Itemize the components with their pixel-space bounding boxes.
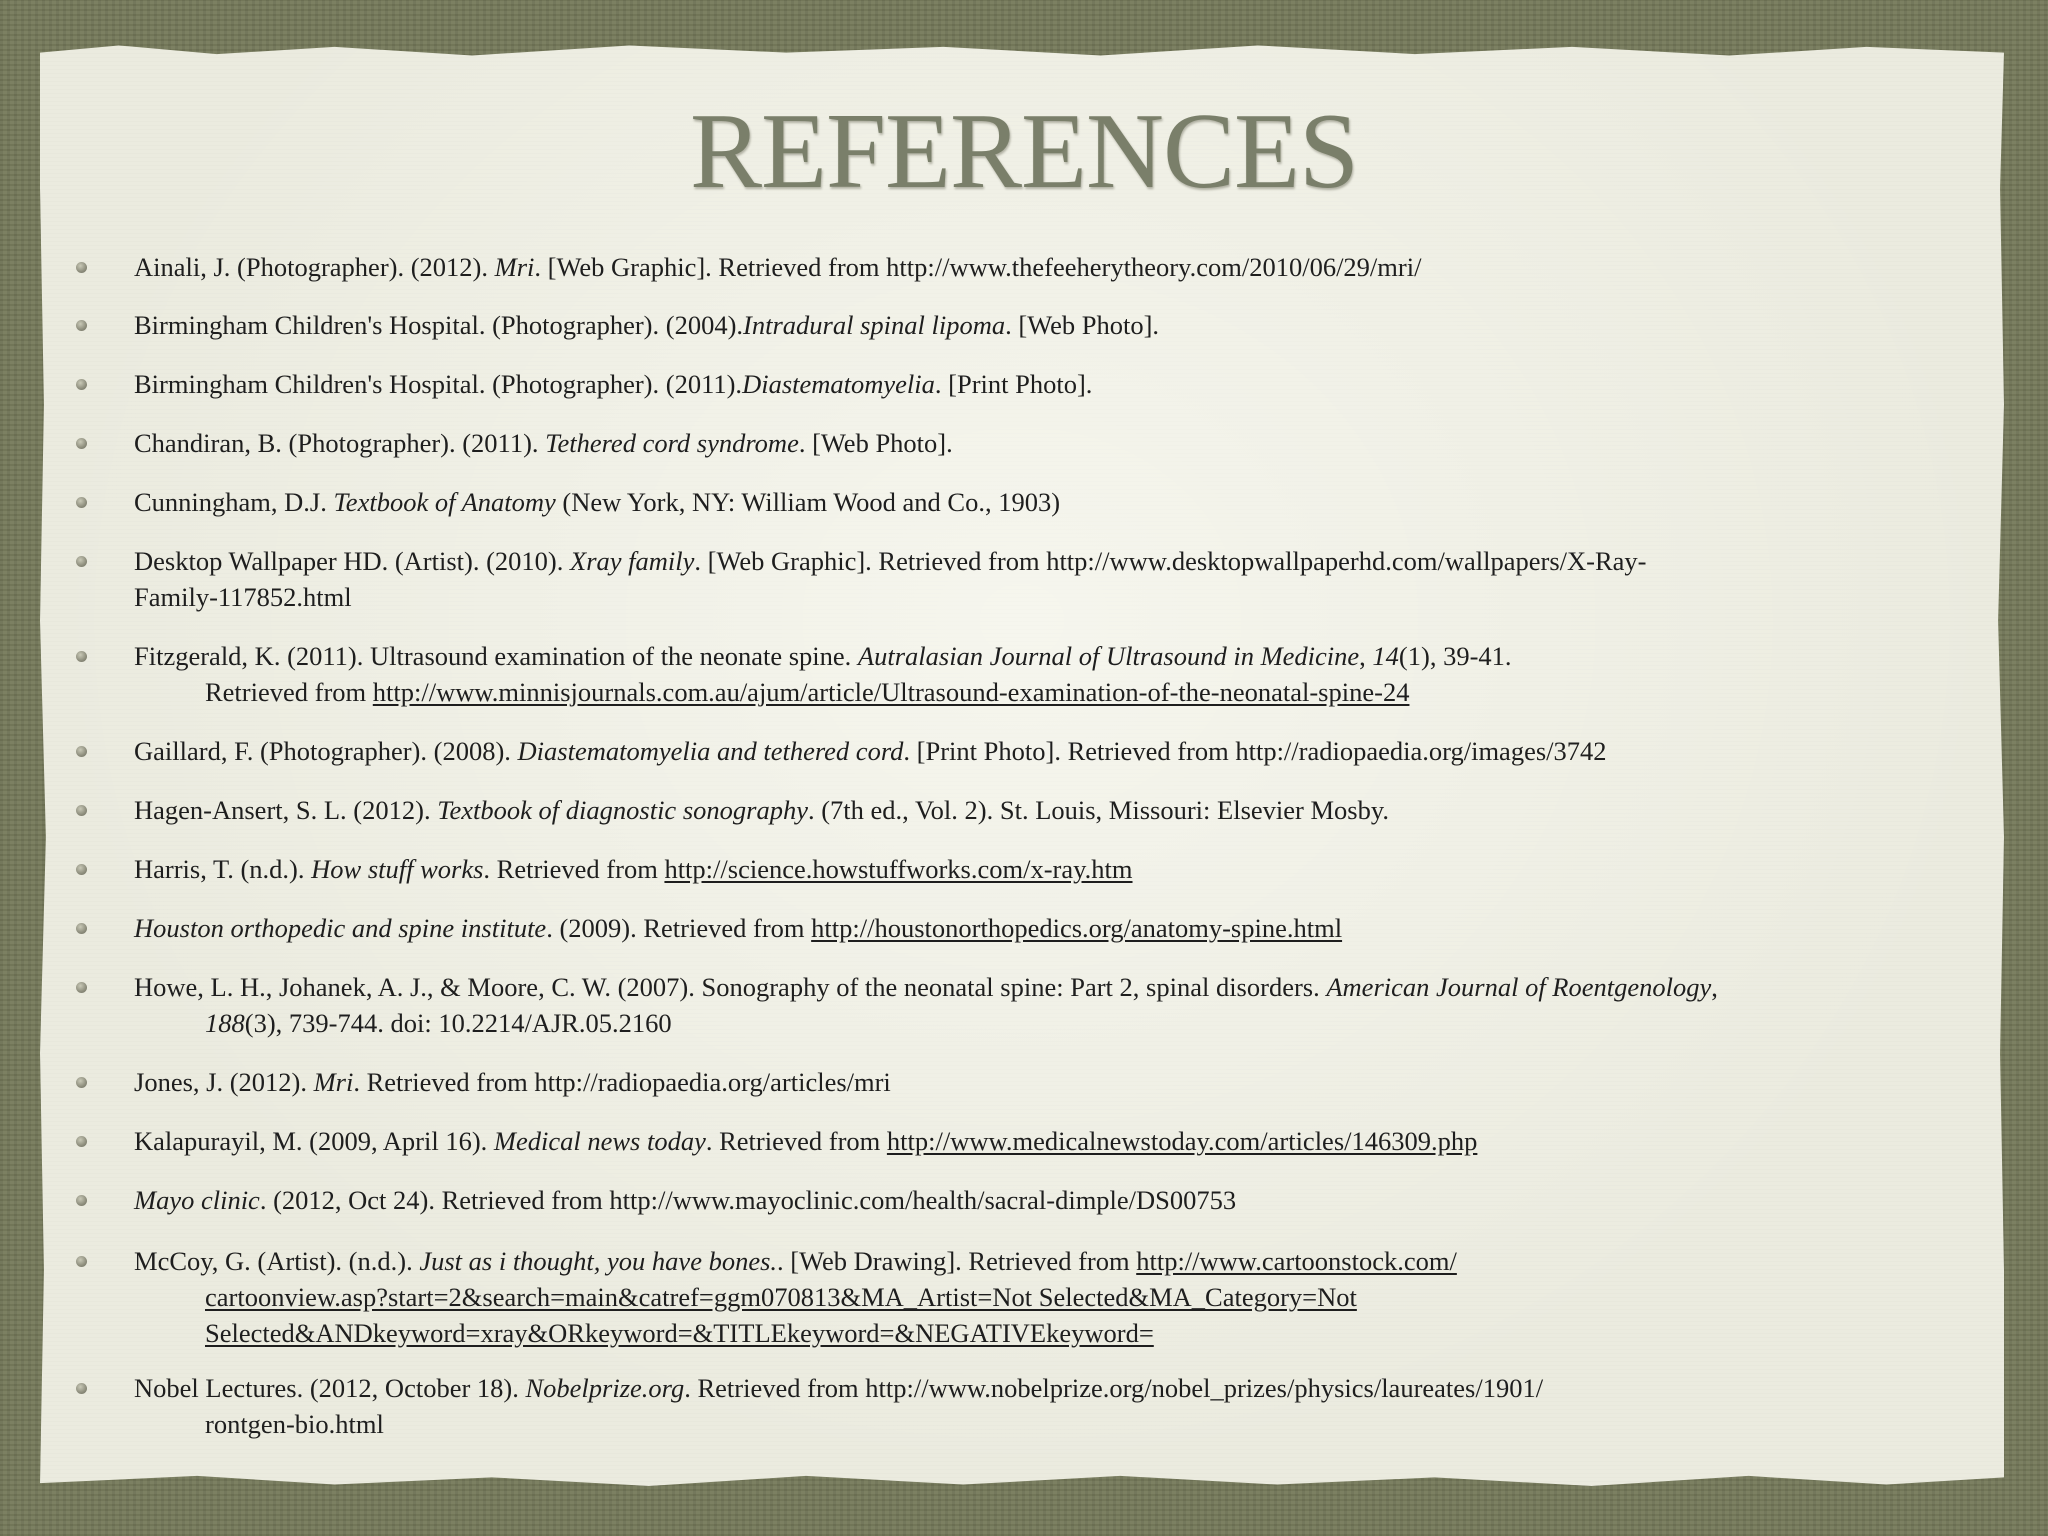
bullet-icon [76,262,87,273]
bullet-icon [76,1077,87,1088]
reference-item: Jones, J. (2012). Mri. Retrieved from http://radiopaedia.org/articles/mri [134,1067,891,1097]
reference-item: Cunningham, D.J. Textbook of Anatomy (New York, NY: William Wood and Co., 1903) [134,487,1061,517]
bullet-icon [76,923,87,934]
bullet-icon [76,320,87,331]
bullet-icon [76,1383,87,1394]
reference-item: Birmingham Children's Hospital. (Photographer). (2004).Intradural spinal lipoma. [Web Photo]. [134,310,1160,340]
reference-link[interactable]: http://houstonorthopedics.org/anatomy-spine.html [811,913,1343,943]
reference-item: Houston orthopedic and spine institute. (2009). Retrieved from http://houstonorthopedics.org/anatomy-spine.html [134,913,1343,943]
reference-item: Howe, L. H., Johanek, A. J., & Moore, C. W. (2007). Sonography of the neonatal spine: Part 2, spinal disorders. American Journal of Roentgenology, 188(3), 739-744. doi: 10.2214/AJR.05.2160 [134,972,1718,1038]
reference-item: Fitzgerald, K. (2011). Ultrasound examination of the neonate spine. Autralasian Journal of Ultrasound in Medicine, 14(1), 39-41. Retrieved from http://www.minnisjournals.com.au/ajum/article/Ultrasound-examination-of-the-neonatal-spine-24 [134,641,1512,707]
reference-item: Kalapurayil, M. (2009, April 16). Medical news today. Retrieved from http://www.medicalnewstoday.com/articles/146309.php [134,1126,1478,1156]
reference-item: Mayo clinic. (2012, Oct 24). Retrieved from http://www.mayoclinic.com/health/sacral-dimple/DS00753 [134,1185,1237,1215]
reference-item: Birmingham Children's Hospital. (Photographer). (2011).Diastematomyelia. [Print Photo]. [134,369,1093,399]
bullet-icon [76,864,87,875]
reference-link[interactable]: http://www.medicalnewstoday.com/articles/146309.php [886,1126,1478,1156]
bullet-icon [76,805,87,816]
bullet-icon [76,1195,87,1206]
reference-item: Ainali, J. (Photographer). (2012). Mri. [Web Graphic]. Retrieved from http://www.thefeeherytheory.com/2010/06/29/mri/ [134,252,1422,282]
reference-item: Hagen-Ansert, S. L. (2012). Textbook of diagnostic sonography. (7th ed., Vol. 2). St. Louis, Missouri: Elsevier Mosby. [134,795,1390,825]
reference-item: Gaillard, F. (Photographer). (2008). Diastematomyelia and tethered cord. [Print Photo]. Retrieved from http://radiopaedia.org/images/3742 [134,736,1607,766]
reference-item: McCoy, G. (Artist). (n.d.). Just as i thought, you have bones.. [Web Drawing]. Retrieved from http://www.cartoonstock.com/ cartoonview.asp?start=2&search=main&catref=ggm070813&MA_Artist=Not Selected&MA_Category=Not Selected&ANDkeyword=xray&ORkeyword=&TITLEkeyword=&NEGATIVEkeyword= [134,1246,1457,1348]
reference-link[interactable]: http://www.minnisjournals.com.au/ajum/article/Ultrasound-examination-of-the-neonatal-spine-24 [372,677,1410,707]
bullet-icon [76,438,87,449]
reference-item: Harris, T. (n.d.). How stuff works. Retrieved from http://science.howstuffworks.com/x-ray.htm [134,854,1133,884]
reference-item: Chandiran, B. (Photographer). (2011). Tethered cord syndrome. [Web Photo]. [134,428,953,458]
slide-title: REFERENCES [689,92,1359,211]
bullet-icon [76,497,87,508]
reference-link[interactable]: http://science.howstuffworks.com/x-ray.htm [664,854,1133,884]
reference-link[interactable]: http://www.cartoonstock.com/ [1136,1246,1457,1276]
bullet-icon [76,1256,87,1267]
reference-link[interactable]: cartoonview.asp?start=2&search=main&catref=ggm070813&MA_Artist=Not Selected&MA_Category=Not [205,1282,1357,1312]
bullet-icon [76,1136,87,1147]
reference-item: Desktop Wallpaper HD. (Artist). (2010). Xray family. [Web Graphic]. Retrieved from http://www.desktopwallpaperhd.com/wallpapers/X-Ray- Family-117852.html [134,546,1647,612]
bullet-icon [76,746,87,757]
bullet-icon [76,379,87,390]
bullet-icon [76,556,87,567]
reference-link[interactable]: Selected&ANDkeyword=xray&ORkeyword=&TITLEkeyword=&NEGATIVEkeyword= [205,1318,1154,1348]
bullet-icon [76,982,87,993]
reference-item: Nobel Lectures. (2012, October 18). Nobelprize.org. Retrieved from http://www.nobelprize.org/nobel_prizes/physics/laureates/1901/ rontgen-bio.html [134,1373,1544,1439]
bullet-icon [76,651,87,662]
